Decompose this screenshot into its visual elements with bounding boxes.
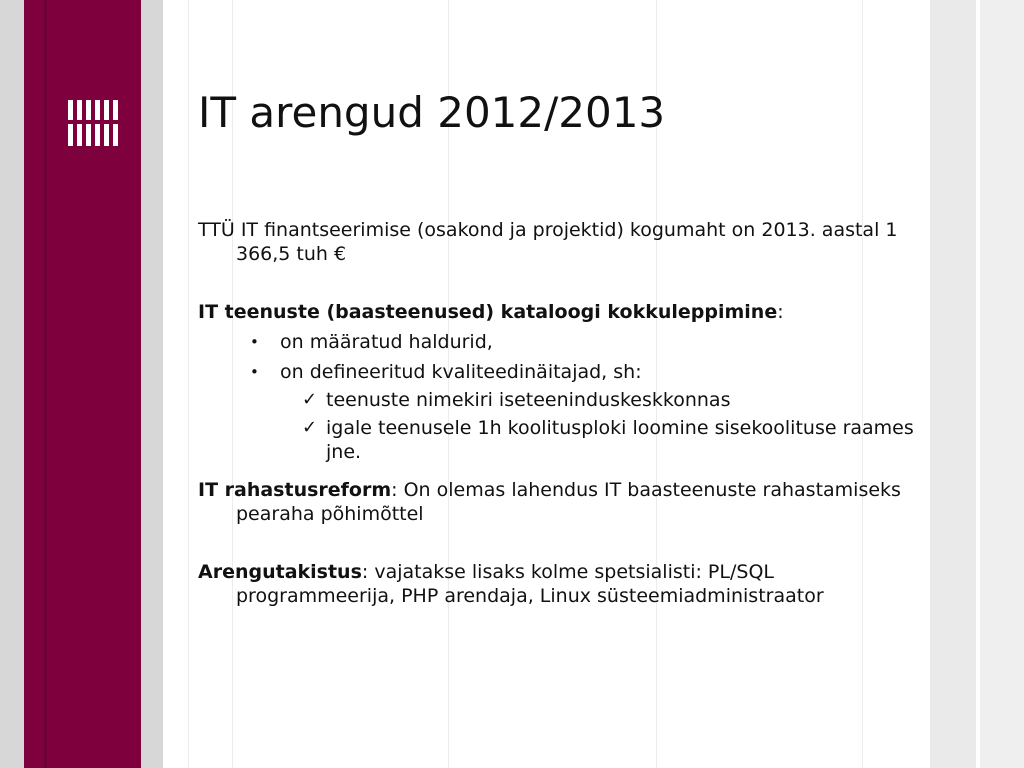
funding-reform-heading: IT rahastusreform — [198, 479, 392, 501]
list-item — [198, 330, 918, 354]
check-item — [198, 416, 918, 464]
checkmark-icon: ✓ — [302, 389, 318, 410]
checkmark-icon: ✓ — [302, 417, 318, 438]
left-gray-band-inner — [141, 0, 163, 768]
right-gray-band-outer — [980, 0, 1024, 768]
list-item-text: on määratud haldurid, — [280, 331, 493, 353]
bullet-icon: • — [250, 333, 259, 351]
right-gray-band — [930, 0, 976, 768]
funding-text: TTÜ IT finantseerimise (osakond ja projektid) kogumaht on 2013. aastal 1 366,5 tuh € — [198, 219, 898, 265]
list-item — [198, 360, 918, 384]
obstacle-text: : vajatakse lisaks kolme spetsialisti: PL/SQL programmeerija, PHP arendaja, Linux süsteemiadministraator — [236, 561, 824, 607]
catalogue-heading: IT teenuste (baasteenused) kataloogi kokkuleppimine — [198, 301, 778, 323]
slide-title: IT arengud 2012/2013 — [198, 88, 666, 137]
paragraph-funding — [198, 218, 918, 266]
paragraph-obstacle — [198, 560, 918, 608]
slide-body — [198, 218, 918, 608]
bullet-icon: • — [250, 363, 259, 381]
funding-reform-text: : On olemas lahendus IT baasteenuste rahastamiseks pearaha põhimõttel — [236, 479, 901, 525]
check-item-text: igale teenusele 1h koolitusploki loomine sisekoolituse raames jne. — [326, 417, 914, 463]
maroon-band-divider — [44, 0, 47, 768]
check-item-text: teenuste nimekiri iseteeninduskeskkonnas — [326, 389, 731, 411]
guide-line — [188, 0, 189, 768]
catalogue-colon: : — [777, 301, 784, 323]
paragraph-catalogue — [198, 300, 918, 324]
left-gray-band — [0, 0, 24, 768]
paragraph-funding-reform — [198, 478, 918, 526]
ttu-logo-icon — [68, 100, 118, 146]
list-item-text: on defineeritud kvaliteedinäitajad, sh: — [280, 361, 642, 383]
left-maroon-band-thin — [24, 0, 46, 768]
obstacle-heading: Arengutakistus — [198, 561, 362, 583]
check-item — [198, 388, 918, 412]
